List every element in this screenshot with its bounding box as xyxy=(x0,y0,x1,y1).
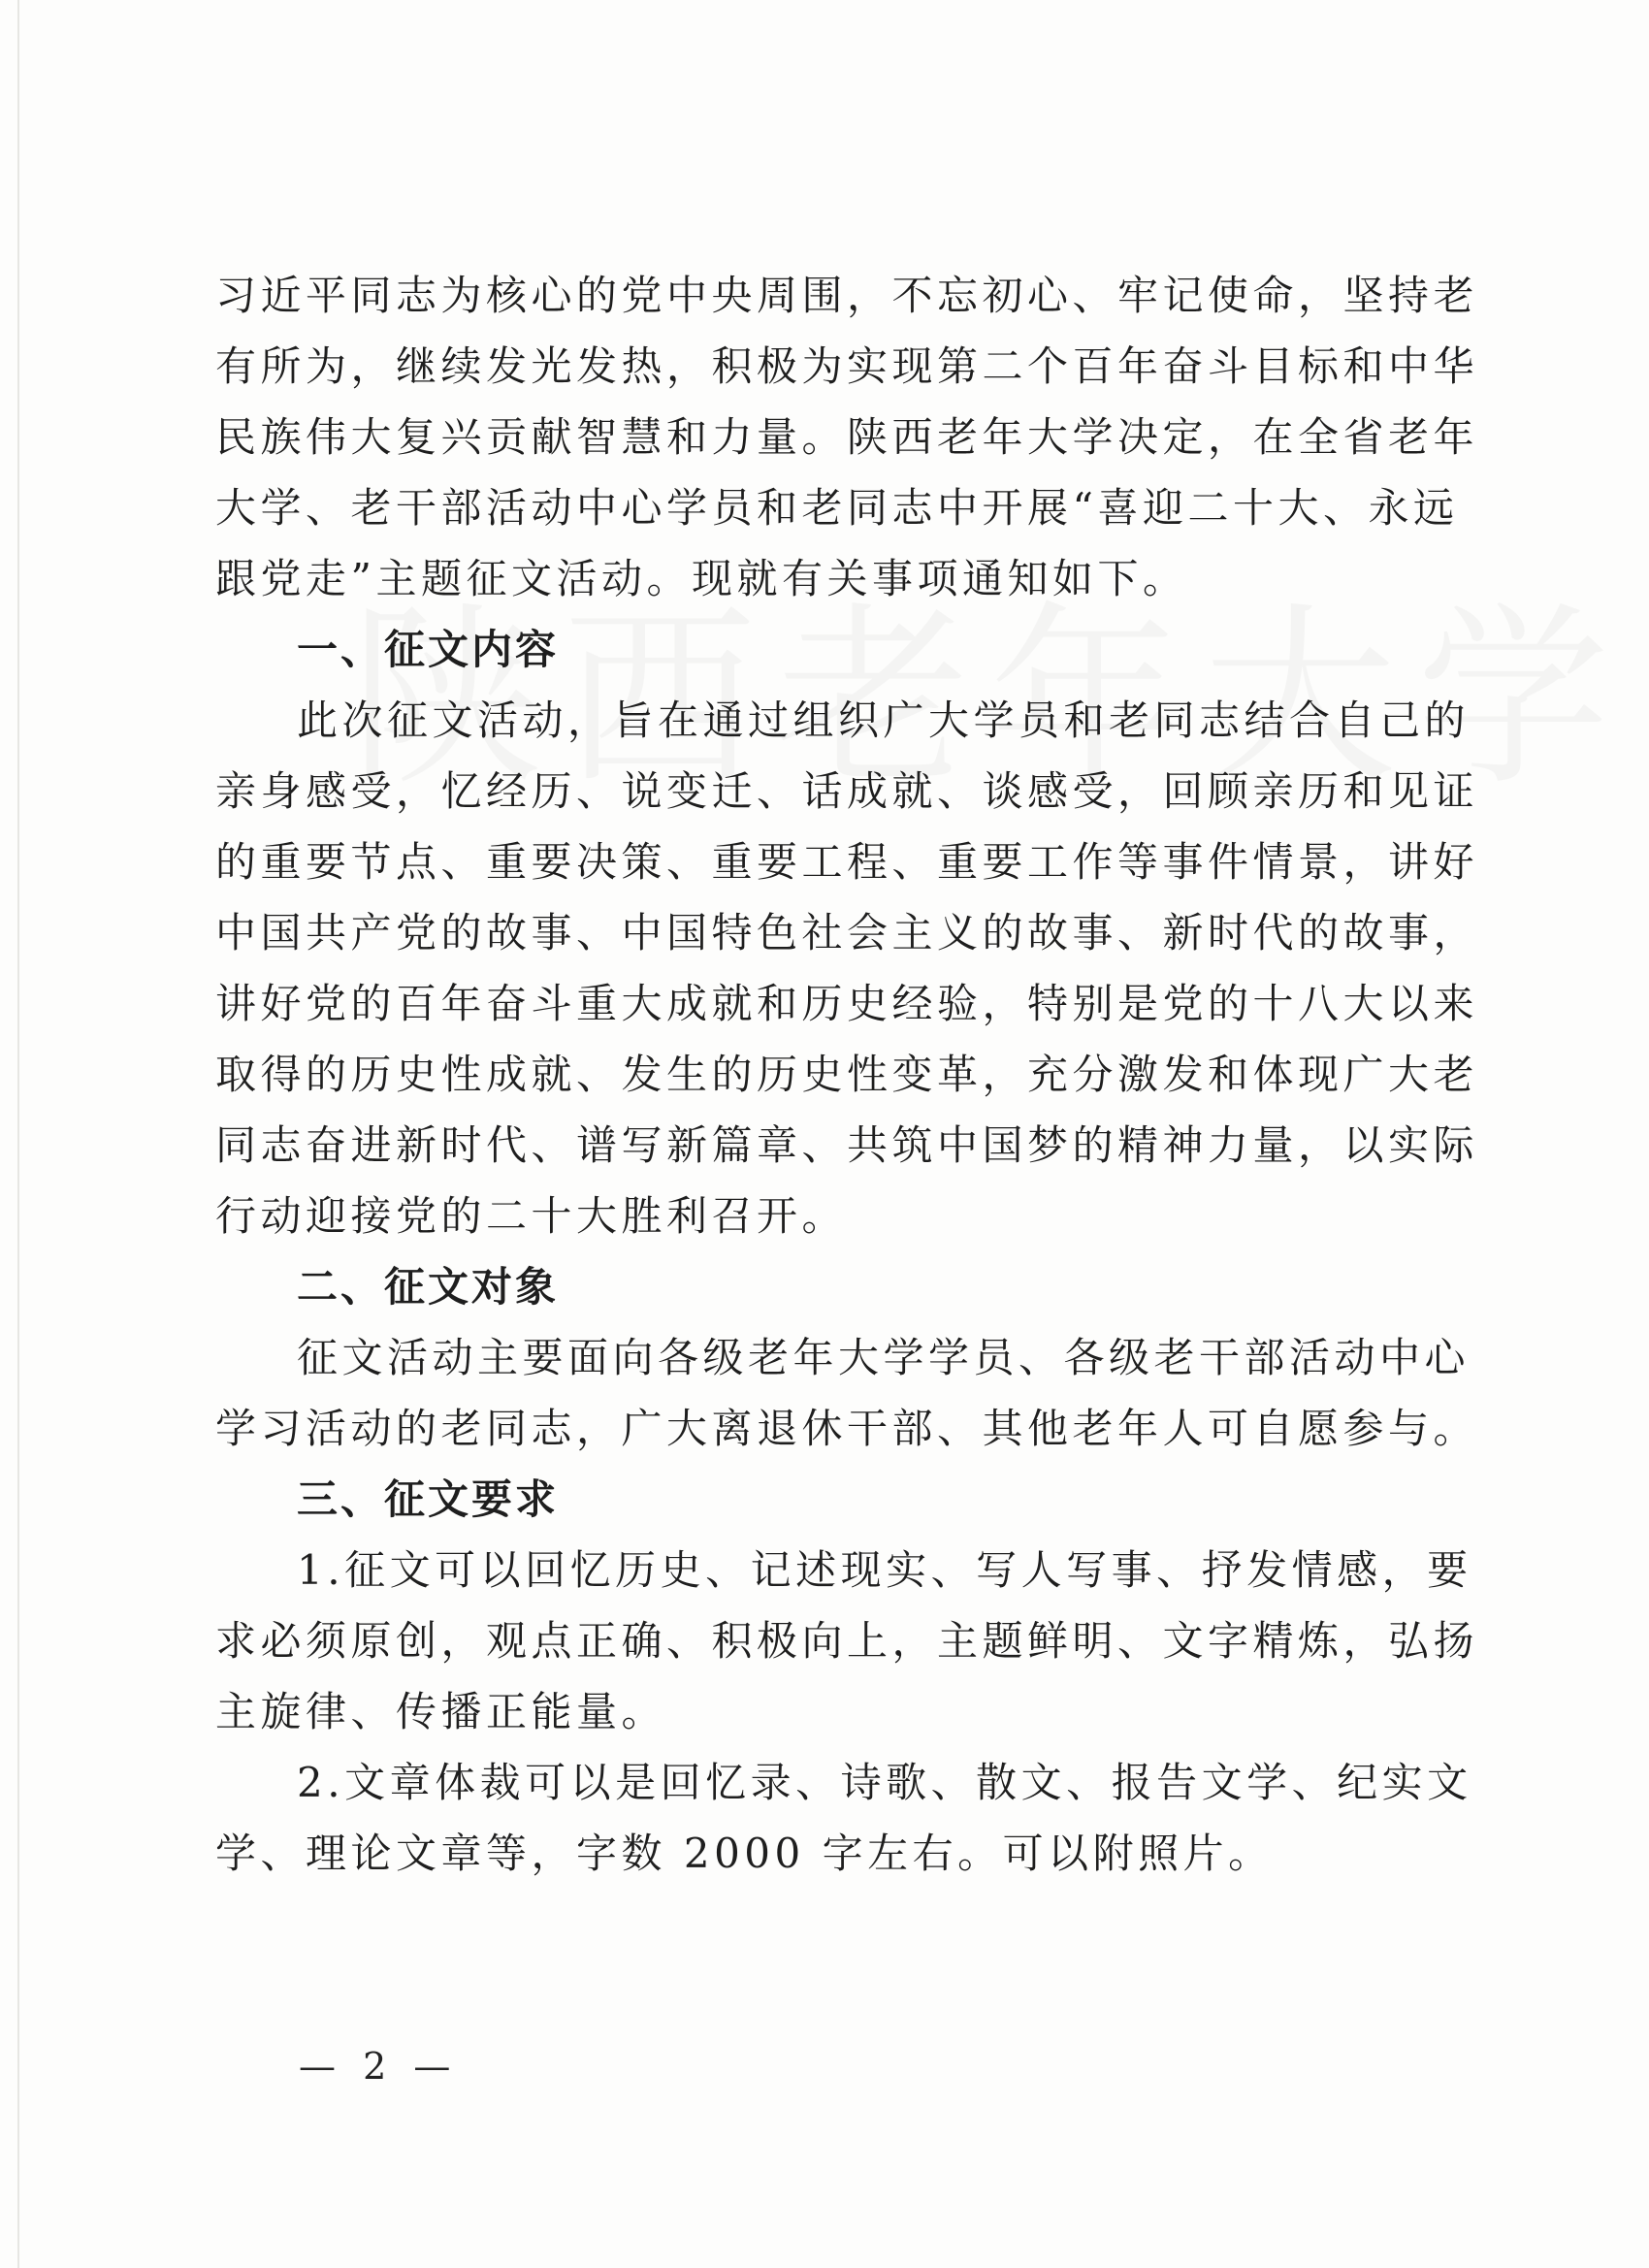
text-line: 行动迎接党的二十大胜利召开。 xyxy=(215,1192,848,1240)
page-edge-shadow xyxy=(17,0,19,2268)
text-line: 跟党走”主题征文活动。现就有关事项通知如下。 xyxy=(215,555,1188,602)
text-line: 民族伟大复兴贡献智慧和力量。陕西老年大学决定，在全省老年 xyxy=(215,413,1479,461)
text-line: 学习活动的老同志，广大离退休干部、其他老年人可自愿参与。 xyxy=(215,1405,1479,1452)
text-line: 同志奋进新时代、谱写新篇章、共筑中国梦的精神力量，以实际 xyxy=(215,1121,1479,1169)
text-line: 大学、老干部活动中心学员和老同志中开展“喜迎二十大、永远 xyxy=(215,484,1459,532)
document-body xyxy=(215,260,1479,1889)
section-heading: 一、征文内容 xyxy=(297,626,560,673)
section-heading: 三、征文要求 xyxy=(297,1475,560,1523)
text-line: 有所为，继续发光发热，积极为实现第二个百年奋斗目标和中华 xyxy=(215,342,1479,390)
text-line: 取得的历史性成就、发生的历史性变革，充分激发和体现广大老 xyxy=(215,1051,1479,1098)
text-line: 中国共产党的故事、中国特色社会主义的故事、新时代的故事， xyxy=(215,909,1479,956)
text-line: 主旋律、传播正能量。 xyxy=(215,1688,667,1735)
text-line: 讲好党的百年奋斗重大成就和历史经验，特别是党的十八大以来 xyxy=(215,980,1479,1027)
text-line: 征文活动主要面向各级老年大学学员、各级老干部活动中心 xyxy=(297,1334,1471,1381)
page-number: — 2 — xyxy=(299,2045,459,2088)
text-line: 的重要节点、重要决策、重要工程、重要工作等事件情景，讲好 xyxy=(215,838,1479,886)
text-line: 1.征文可以回忆历史、记述现实、写人写事、抒发情感，要 xyxy=(297,1546,1472,1594)
text-line: 亲身感受，忆经历、说变迁、话成就、谈感受，回顾亲历和见证 xyxy=(215,767,1479,815)
text-line: 2.文章体裁可以是回忆录、诗歌、散文、报告文学、纪实文 xyxy=(297,1759,1472,1806)
text-line: 习近平同志为核心的党中央周围，不忘初心、牢记使命，坚持老 xyxy=(215,272,1479,319)
text-line: 求必须原创，观点正确、积极向上，主题鲜明、文字精炼，弘扬 xyxy=(215,1617,1479,1665)
section-heading: 二、征文对象 xyxy=(297,1263,560,1311)
text-line: 学、理论文章等，字数 2000 字左右。可以附照片。 xyxy=(215,1830,1274,1877)
text-line: 此次征文活动，旨在通过组织广大学员和老同志结合自己的 xyxy=(297,697,1471,744)
